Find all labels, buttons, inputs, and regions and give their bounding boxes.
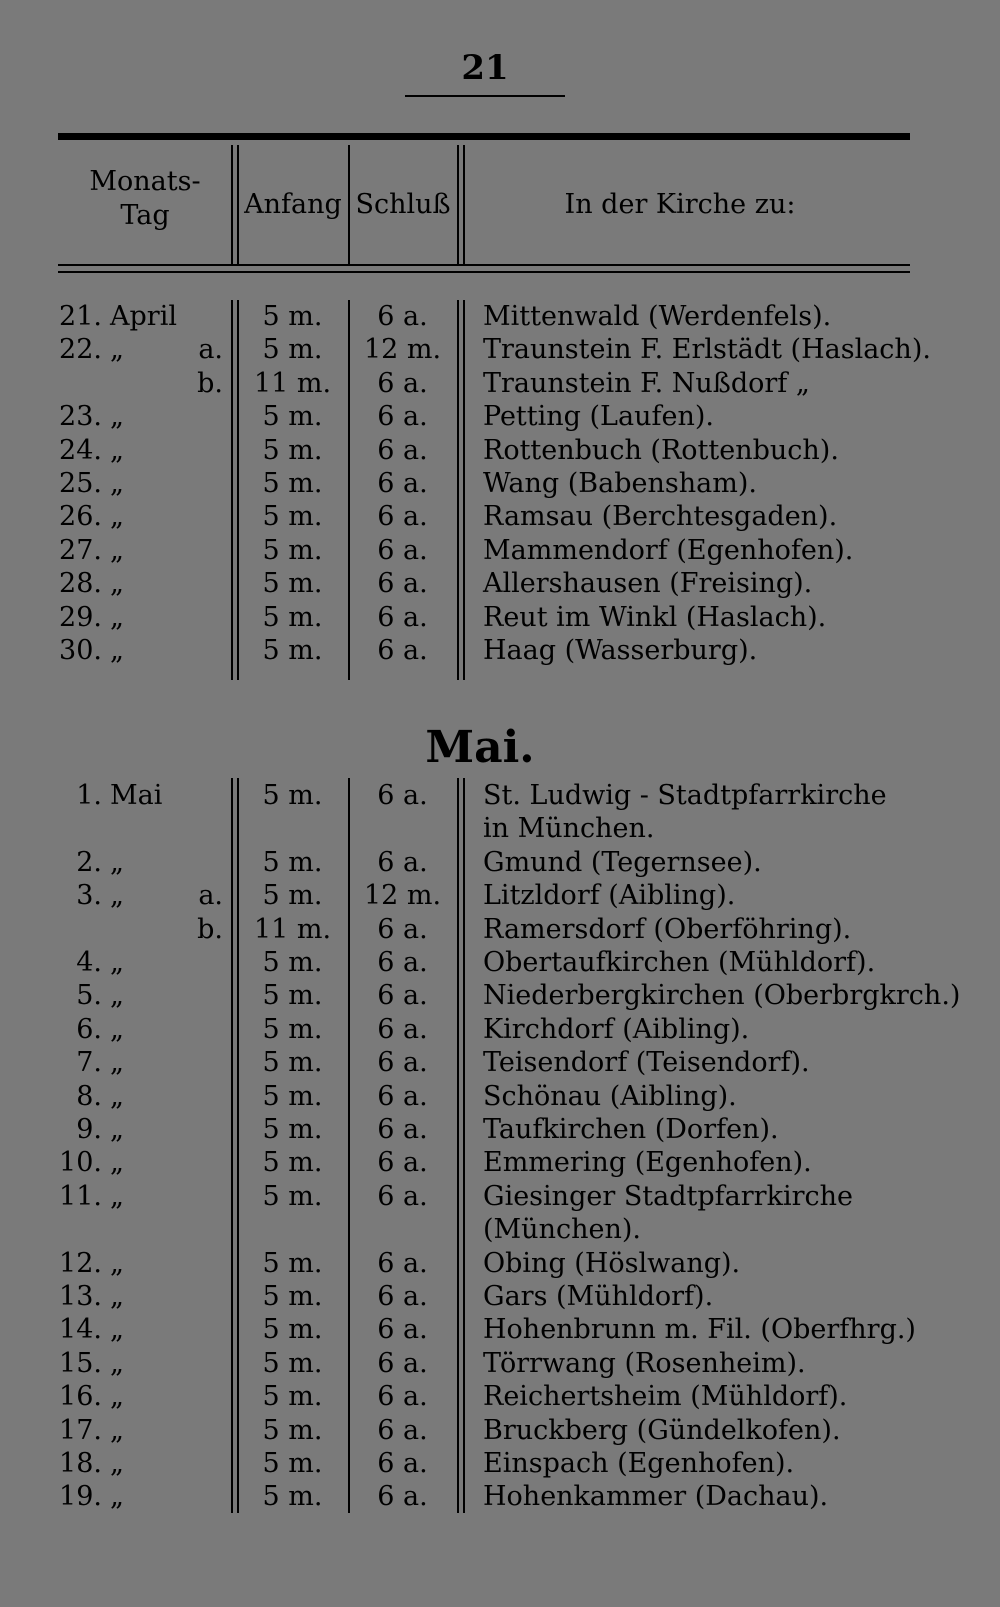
end-time-cell: 6 a. <box>377 1180 428 1212</box>
month-cell: „ <box>110 1180 124 1212</box>
end-time-cell: 6 a. <box>377 635 428 666</box>
day-cell: 11. <box>59 1180 102 1212</box>
month-cell: „ <box>110 1080 124 1112</box>
month-cell: „ <box>110 1147 124 1179</box>
church-cell: Obertaufkirchen (Mühldorf). <box>483 947 876 978</box>
day-cell: 7. <box>76 1047 102 1079</box>
month-cell: „ <box>110 1347 124 1379</box>
church-cell: St. Ludwig - Stadtpfarrkirche <box>483 780 887 811</box>
end-time-cell: 6 a. <box>377 534 428 566</box>
table-row <box>0 634 1000 668</box>
start-time-cell: 5 m. <box>262 1180 323 1212</box>
day-cell: 26. <box>59 501 102 533</box>
end-time-cell: 6 a. <box>377 434 428 466</box>
month-cell: „ <box>110 1414 124 1446</box>
church-cell: Petting (Laufen). <box>483 401 714 433</box>
start-time-cell: 5 m. <box>262 1247 323 1279</box>
day-cell: 17. <box>59 1414 102 1446</box>
start-time-cell: 5 m. <box>262 501 323 533</box>
church-cell: Reichertsheim (Mühldorf). <box>483 1381 848 1413</box>
start-time-cell: 5 m. <box>262 468 323 499</box>
page-number: 21 <box>461 48 509 88</box>
church-cell: Taufkirchen (Dorfen). <box>483 1114 779 1145</box>
end-time-cell: 6 a. <box>377 1347 428 1379</box>
church-cell: Obing (Höslwang). <box>483 1247 741 1279</box>
day-cell: 21. <box>59 301 102 332</box>
table-row <box>0 333 1000 367</box>
church-cell: Mittenwald (Werdenfels). <box>483 301 832 332</box>
day-cell: 8. <box>76 1080 102 1112</box>
day-cell: 13. <box>59 1281 102 1312</box>
sub-cell: b. <box>197 913 223 945</box>
day-cell: 10. <box>59 1147 102 1179</box>
day-cell: 3. <box>76 880 102 912</box>
start-time-cell: 5 m. <box>262 334 323 366</box>
month-cell: „ <box>110 1047 124 1079</box>
header-day-line2: Tag <box>120 200 170 231</box>
table-row <box>0 1013 1000 1047</box>
page-number-rule <box>405 95 565 97</box>
church-cell: Emmering (Egenhofen). <box>483 1147 812 1179</box>
table-row <box>0 601 1000 635</box>
day-cell: 18. <box>59 1448 102 1479</box>
day-cell: 4. <box>76 947 102 978</box>
church-cell: in München. <box>483 813 655 845</box>
header-day <box>70 165 220 233</box>
church-cell: Rottenbuch (Rottenbuch). <box>483 434 839 466</box>
start-time-cell: 5 m. <box>262 1080 323 1112</box>
start-time-cell: 5 m. <box>262 434 323 466</box>
day-cell: 5. <box>76 980 102 1012</box>
month-cell: „ <box>110 1247 124 1279</box>
start-time-cell: 5 m. <box>262 1414 323 1446</box>
month-cell: „ <box>110 1281 124 1312</box>
day-cell: 12. <box>59 1247 102 1279</box>
column-divider <box>231 145 233 265</box>
day-cell: 23. <box>59 401 102 433</box>
end-time-cell: 6 a. <box>377 1381 428 1413</box>
end-time-cell: 6 a. <box>377 1481 428 1513</box>
day-cell: 29. <box>59 601 102 633</box>
table-row <box>0 979 1000 1013</box>
table-row <box>0 879 1000 913</box>
table-row <box>0 1414 1000 1448</box>
end-time-cell: 6 a. <box>377 913 428 945</box>
end-time-cell: 6 a. <box>377 1147 428 1179</box>
month-cell: „ <box>110 501 124 533</box>
month-cell: Mai <box>110 780 163 811</box>
day-cell: 1. <box>76 780 102 811</box>
month-cell: „ <box>110 1013 124 1045</box>
church-cell: Allershausen (Freising). <box>483 568 813 600</box>
church-cell: Hohenkammer (Dachau). <box>483 1481 829 1513</box>
end-time-cell: 6 a. <box>377 401 428 433</box>
start-time-cell: 5 m. <box>262 568 323 600</box>
month-cell: „ <box>110 434 124 466</box>
table-row <box>0 300 1000 334</box>
day-cell: 9. <box>76 1114 102 1145</box>
column-divider <box>348 145 350 265</box>
month-cell: „ <box>110 1448 124 1479</box>
month-cell: „ <box>110 468 124 499</box>
church-cell: Gmund (Tegernsee). <box>483 846 762 878</box>
church-cell: Hohenbrunn m. Fil. (Oberfhrg.) <box>483 1314 916 1346</box>
church-cell: Einspach (Egenhofen). <box>483 1448 795 1479</box>
day-cell: 30. <box>59 635 102 666</box>
month-cell: „ <box>110 980 124 1012</box>
table-row <box>0 1046 1000 1080</box>
section-title-mai: Mai. <box>425 722 535 773</box>
day-cell: 22. <box>59 334 102 366</box>
day-cell: 2. <box>76 846 102 878</box>
day-cell: 25. <box>59 468 102 499</box>
start-time-cell: 5 m. <box>262 301 323 332</box>
end-time-cell: 6 a. <box>377 501 428 533</box>
church-cell: Kirchdorf (Aibling). <box>483 1013 750 1045</box>
end-time-cell: 6 a. <box>377 1448 428 1479</box>
column-divider <box>457 145 459 265</box>
day-cell: 6. <box>76 1013 102 1045</box>
month-cell: „ <box>110 1381 124 1413</box>
header-church: In der Kirche zu: <box>564 189 796 220</box>
end-time-cell: 6 a. <box>377 1314 428 1346</box>
end-time-cell: 6 a. <box>377 1281 428 1312</box>
church-cell: Schönau (Aibling). <box>483 1080 737 1112</box>
table-row <box>0 779 1000 813</box>
end-time-cell: 6 a. <box>377 846 428 878</box>
end-time-cell: 6 a. <box>377 568 428 600</box>
month-cell: „ <box>110 1314 124 1346</box>
church-cell: Reut im Winkl (Haslach). <box>483 601 827 633</box>
sub-cell: a. <box>198 880 223 912</box>
month-cell: April <box>110 301 177 332</box>
day-cell: 27. <box>59 534 102 566</box>
table-row <box>0 946 1000 980</box>
table-row <box>0 500 1000 534</box>
month-cell: „ <box>110 534 124 566</box>
month-cell: „ <box>110 635 124 666</box>
table-row <box>0 400 1000 434</box>
table-row <box>0 1213 1000 1247</box>
start-time-cell: 5 m. <box>262 1314 323 1346</box>
month-cell: „ <box>110 1114 124 1145</box>
church-cell: Bruckberg (Gündelkofen). <box>483 1414 841 1446</box>
start-time-cell: 5 m. <box>262 1381 323 1413</box>
sub-cell: b. <box>197 367 223 399</box>
church-cell: Wang (Babensham). <box>483 468 757 499</box>
start-time-cell: 5 m. <box>262 1114 323 1145</box>
start-time-cell: 5 m. <box>262 880 323 912</box>
day-cell: 14. <box>59 1314 102 1346</box>
table-row <box>0 846 1000 880</box>
table-top-rule <box>58 133 910 140</box>
end-time-cell: 6 a. <box>377 1047 428 1079</box>
start-time-cell: 5 m. <box>262 635 323 666</box>
start-time-cell: 5 m. <box>262 534 323 566</box>
start-time-cell: 5 m. <box>262 1147 323 1179</box>
table-row <box>0 434 1000 468</box>
start-time-cell: 5 m. <box>262 780 323 811</box>
start-time-cell: 5 m. <box>262 947 323 978</box>
table-row <box>0 1113 1000 1147</box>
header-end: Schluß <box>355 189 451 220</box>
day-cell: 16. <box>59 1381 102 1413</box>
church-cell: Haag (Wasserburg). <box>483 635 758 666</box>
day-cell: 24. <box>59 434 102 466</box>
start-time-cell: 5 m. <box>262 980 323 1012</box>
church-cell: Traunstein F. Erlstädt (Haslach). <box>483 334 931 366</box>
table-row <box>0 1347 1000 1381</box>
table-row <box>0 1247 1000 1281</box>
end-time-cell: 6 a. <box>377 980 428 1012</box>
church-cell: Ramersdorf (Oberföhring). <box>483 913 852 945</box>
church-cell: Traunstein F. Nußdorf „ <box>483 367 810 399</box>
day-cell: 15. <box>59 1347 102 1379</box>
month-cell: „ <box>110 334 124 366</box>
end-time-cell: 6 a. <box>377 1114 428 1145</box>
church-cell: Niederbergkirchen (Oberbrgkrch.) <box>483 980 961 1012</box>
start-time-cell: 5 m. <box>262 1047 323 1079</box>
table-row <box>0 1447 1000 1481</box>
end-time-cell: 6 a. <box>377 301 428 332</box>
month-cell: „ <box>110 846 124 878</box>
church-cell: Mammendorf (Egenhofen). <box>483 534 854 566</box>
end-time-cell: 6 a. <box>377 367 428 399</box>
end-time-cell: 6 a. <box>377 1080 428 1112</box>
church-cell: Törrwang (Rosenheim). <box>483 1347 806 1379</box>
end-time-cell: 6 a. <box>377 468 428 499</box>
church-cell: Ramsau (Berchtesgaden). <box>483 501 838 533</box>
header-rule <box>58 264 910 266</box>
month-cell: „ <box>110 1481 124 1513</box>
month-cell: „ <box>110 947 124 978</box>
day-cell: 28. <box>59 568 102 600</box>
start-time-cell: 5 m. <box>262 1347 323 1379</box>
header-rule <box>58 271 910 273</box>
sub-cell: a. <box>198 334 223 366</box>
start-time-cell: 5 m. <box>262 846 323 878</box>
start-time-cell: 5 m. <box>262 1448 323 1479</box>
church-cell: Litzldorf (Aibling). <box>483 880 736 912</box>
table-row <box>0 1080 1000 1114</box>
table-row <box>0 1280 1000 1314</box>
header-start: Anfang <box>244 189 342 220</box>
header-day-line1: Monats- <box>89 166 201 197</box>
column-divider <box>463 145 465 265</box>
church-cell: Giesinger Stadtpfarrkirche <box>483 1180 853 1212</box>
church-cell: (München). <box>483 1214 641 1246</box>
start-time-cell: 5 m. <box>262 1481 323 1513</box>
month-cell: „ <box>110 880 124 912</box>
table-row <box>0 467 1000 501</box>
church-cell: Gars (Mühldorf). <box>483 1281 714 1312</box>
table-row <box>0 812 1000 846</box>
table-row <box>0 1480 1000 1514</box>
table-row <box>0 1313 1000 1347</box>
start-time-cell: 5 m. <box>262 1281 323 1312</box>
day-cell: 19. <box>59 1481 102 1513</box>
table-row <box>0 534 1000 568</box>
end-time-cell: 6 a. <box>377 1247 428 1279</box>
start-time-cell: 11 m. <box>253 913 332 945</box>
end-time-cell: 6 a. <box>377 601 428 633</box>
table-row <box>0 913 1000 947</box>
table-row <box>0 1180 1000 1214</box>
table-row <box>0 367 1000 401</box>
end-time-cell: 6 a. <box>377 1013 428 1045</box>
start-time-cell: 5 m. <box>262 1013 323 1045</box>
column-divider <box>237 145 239 265</box>
end-time-cell: 6 a. <box>377 947 428 978</box>
month-cell: „ <box>110 601 124 633</box>
end-time-cell: 6 a. <box>377 1414 428 1446</box>
table-row <box>0 1146 1000 1180</box>
end-time-cell: 12 m. <box>363 334 442 366</box>
church-cell: Teisendorf (Teisendorf). <box>483 1047 810 1079</box>
end-time-cell: 12 m. <box>363 880 442 912</box>
start-time-cell: 5 m. <box>262 601 323 633</box>
month-cell: „ <box>110 401 124 433</box>
end-time-cell: 6 a. <box>377 780 428 811</box>
month-cell: „ <box>110 568 124 600</box>
table-row <box>0 567 1000 601</box>
table-row <box>0 1380 1000 1414</box>
start-time-cell: 5 m. <box>262 401 323 433</box>
start-time-cell: 11 m. <box>253 367 332 399</box>
